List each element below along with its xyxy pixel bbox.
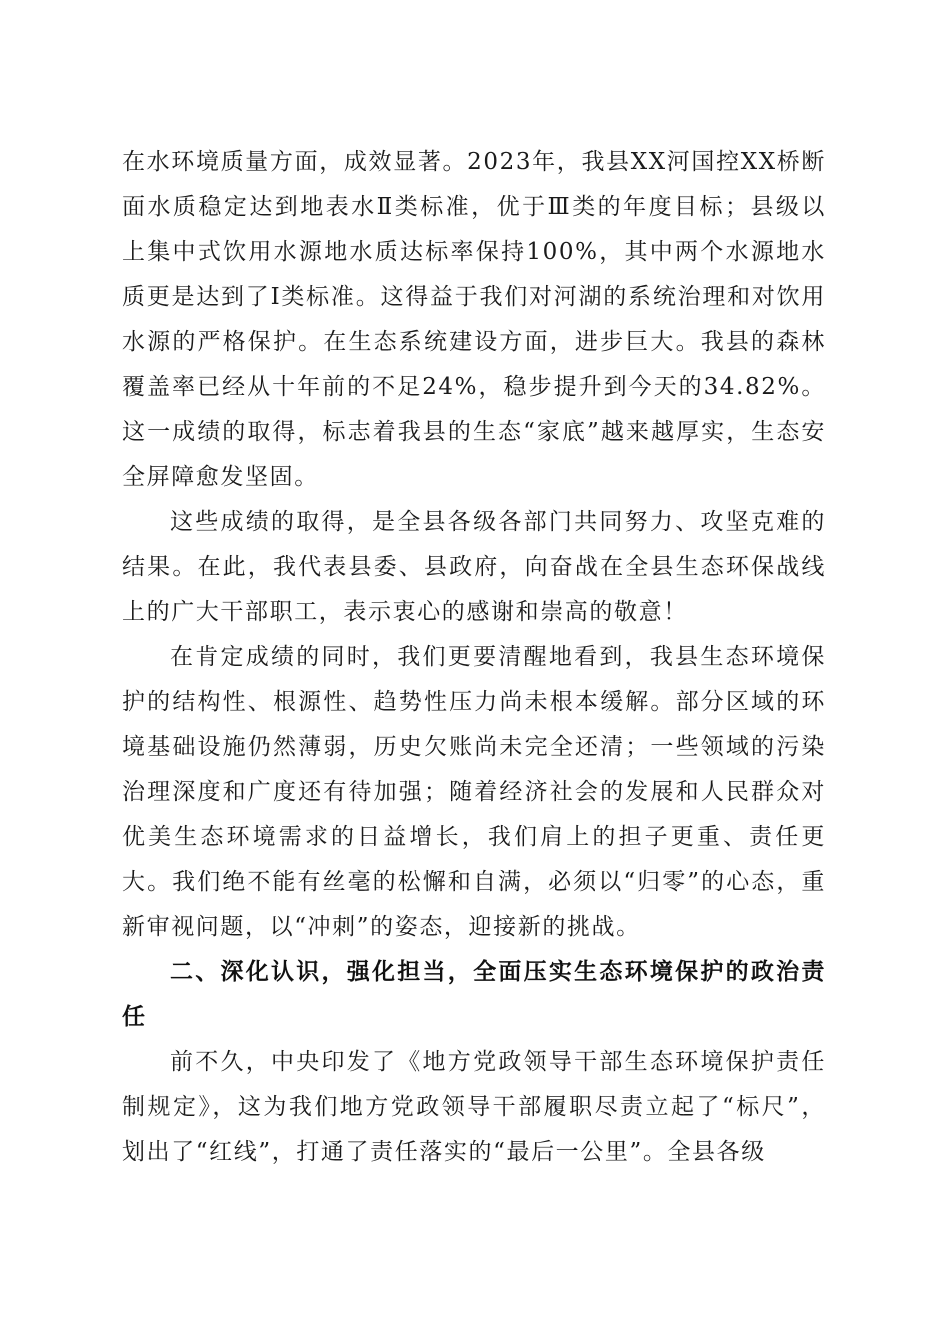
paragraph-responsibility: 前不久，中央印发了《地方党政领导干部生态环境保护责任制规定》，这为我们地方党政领导干部履职尽责立起了“标尺”，划出了“红线”，打通了责任落实的“最后一公里”。全县各级 <box>122 1049 826 1165</box>
document-body <box>122 140 826 1175</box>
paragraph-challenges: 在肯定成绩的同时，我们更要清醒地看到，我县生态环境保护的结构性、根源性、趋势性压力尚未根本缓解。部分区域的环境基础设施仍然薄弱，历史欠账尚未完全还清；一些领域的污染治理深度和广度还有待加强；随着经济社会的发展和人民群众对优美生态环境需求的日益增长，我们肩上的担子更重、责任更大。我们绝不能有丝毫的松懈和自满，必须以“归零”的心态，重新审视问题，以“冲刺”的姿态，迎接新的挑战。 <box>122 644 826 940</box>
section-heading-two: 二、深化认识，强化担当，全面压实生态环境保护的政治责任 <box>122 959 826 1030</box>
paragraph-water-ecology: 在水环境质量方面，成效显著。2023年，我县XX河国控XX桥断面水质稳定达到地表水Ⅱ类标准，优于Ⅲ类的年度目标；县级以上集中式饮用水源地水质达标率保持100%，其中两个水源地水质更是达到了Ⅰ类标准。这得益于我们对河湖的系统治理和对饮用水源的严格保护。在生态系统建设方面，进步巨大。我县的森林覆盖率已经从十年前的不足24%，稳步提升到今天的34.82%。这一成绩的取得，标志着我县的生态“家底”越来越厚实，生态安全屏障愈发坚固。 <box>122 149 826 490</box>
paragraph-gratitude: 这些成绩的取得，是全县各级各部门共同努力、攻坚克难的结果。在此，我代表县委、县政府，向奋战在全县生态环保战线上的广大干部职工，表示衷心的感谢和崇高的敬意！ <box>122 509 826 625</box>
